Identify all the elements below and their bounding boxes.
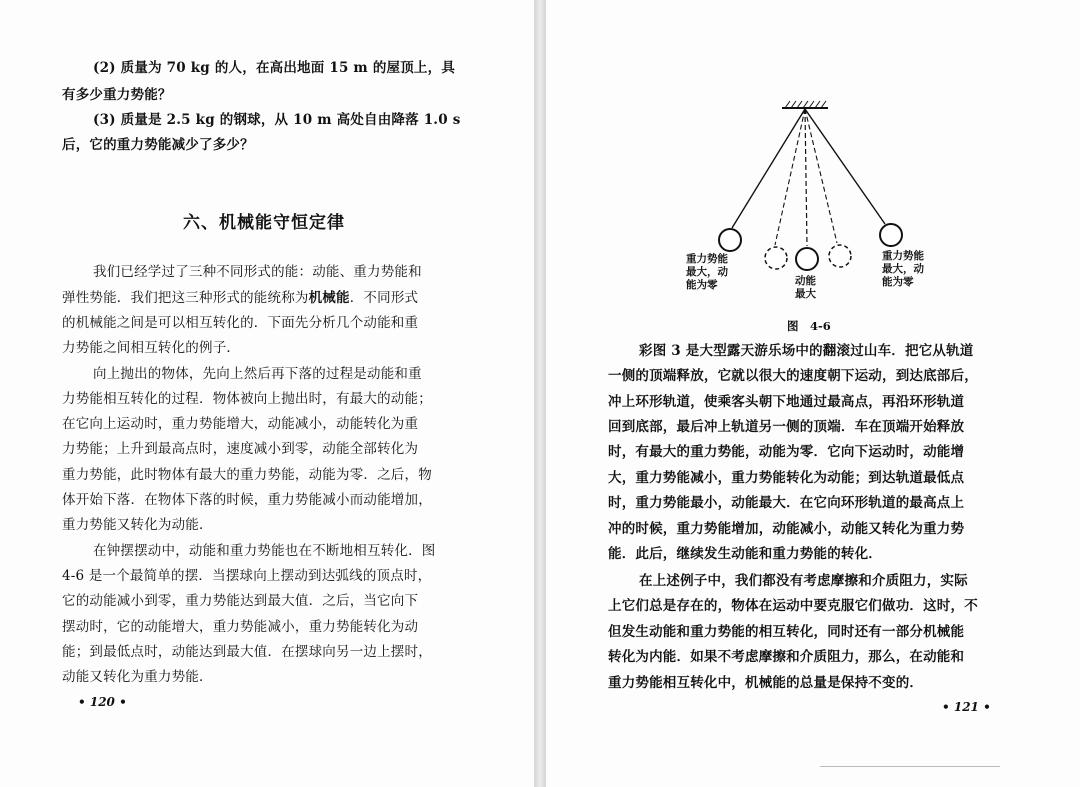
body-line: 力势能相互转化的过程．物体被向上抛出时，有最大的动能； — [62, 391, 432, 407]
body-line: 回到底部，最后冲上轨道另一侧的顶端．车在顶端开始释放 — [608, 419, 965, 435]
pendulum-bob-ghost — [829, 245, 851, 267]
body-line: 上它们总是存在的，物体在运动中要克服它们做功．这时，不 — [608, 598, 978, 614]
book-gutter — [534, 0, 546, 787]
page-edge-line — [820, 766, 1000, 767]
body-line: 冲上环形轨道，使乘客头朝下地通过最高点，再沿环形轨道 — [608, 394, 965, 410]
body-line: 时，有最大的重力势能，动能为零．它向下运动时，动能增 — [608, 444, 965, 460]
body-line: 力势能之间相互转化的例子． — [62, 340, 241, 356]
body-line: 冲的时候，重力势能增加，动能减小，动能又转化为重力势 — [608, 521, 965, 537]
ceiling-support — [782, 101, 828, 108]
page-number-left: • 120 • — [78, 695, 127, 709]
pendulum-string-left — [732, 109, 805, 228]
body-line: 彩图 3 是大型露天游乐场中的翻滚过山车．把它从轨道 — [639, 343, 974, 359]
body-line: 大，重力势能减小，重力势能转化为动能；到达轨道最低点 — [608, 470, 965, 486]
body-line: 但发生动能和重力势能的相互转化，同时还有一部分机械能 — [608, 624, 965, 640]
body-line: 在它向上运动时，重力势能增大，动能减小，动能转化为重 — [62, 416, 419, 432]
exercise-line: 有多少重力势能？ — [62, 87, 172, 103]
body-line: 体开始下落．在物体下落的时候，重力势能减小而动能增加， — [62, 492, 432, 508]
figure-label-center: 动能 最大 — [795, 275, 816, 300]
page-number-right: • 121 • — [942, 700, 991, 714]
pendulum-string-right — [805, 109, 885, 224]
body-line: 它的动能减小到零，重力势能达到最大值．之后，当它向下 — [62, 593, 419, 609]
body-line: 的机械能之间是可以相互转化的．下面先分析几个动能和重 — [62, 315, 419, 331]
body-line: 重力势能相互转化中，机械能的总量是保持不变的． — [608, 675, 924, 691]
body-line: 重力势能又转化为动能． — [62, 517, 213, 533]
pendulum-bob-center — [796, 248, 818, 270]
exercise-line: (2) 质量为 70 kg 的人，在高出地面 15 m 的屋顶上，具 — [93, 60, 456, 76]
pendulum-bob-ghost — [765, 247, 787, 269]
pendulum-string-dashed — [805, 109, 837, 243]
pendulum-string-dashed — [775, 109, 805, 245]
pendulum-bob-left — [719, 229, 741, 251]
body-line — [62, 289, 418, 307]
body-line: 重力势能，此时物体有最大的重力势能，动能为零．之后，物 — [62, 467, 432, 483]
body-line: 时，重力势能最小，动能最大．在它向环形轨道的最高点上 — [608, 495, 965, 511]
exercise-line: 后，它的重力势能减少了多少？ — [62, 137, 254, 153]
body-line: 向上抛出的物体，先向上然后再下落的过程是动能和重 — [93, 366, 422, 382]
pendulum-string-center — [805, 109, 807, 246]
body-text: 弹性势能．我们把这三种形式的能统称为 — [62, 290, 309, 306]
body-line: 摆动时，它的动能增大，重力势能减小，重力势能转化为动 — [62, 619, 419, 635]
body-line: 一侧的顶端释放，它就以很大的速度朝下运动，到达底部后， — [608, 368, 978, 384]
exercise-line: (3) 质量是 2.5 kg 的钢球，从 10 m 高处自由降落 1.0 s — [93, 112, 461, 128]
figure-caption: 图 4-6 — [787, 319, 831, 333]
body-text: ．不同形式 — [349, 290, 419, 306]
figure-label-left: 重力势能 最大，动 能为零 — [686, 253, 728, 291]
pendulum-bob-right — [880, 224, 902, 246]
body-line: 转化为内能．如果不考虑摩擦和介质阻力，那么，在动能和 — [608, 649, 965, 665]
body-line: 我们已经学过了三种不同形式的能：动能、重力势能和 — [93, 264, 422, 280]
body-line: 能；到最低点时，动能达到最大值．在摆球向另一边上摆时， — [62, 644, 432, 660]
body-line: 在钟摆摆动中，动能和重力势能也在不断地相互转化．图 — [93, 543, 436, 559]
section-heading: 六、机械能守恒定律 — [183, 213, 345, 233]
body-line: 在上述例子中，我们都没有考虑摩擦和介质阻力，实际 — [639, 573, 968, 589]
key-term: 机械能 — [308, 290, 350, 306]
body-line: 力势能；上升到最高点时，速度减小到零，动能全部转化为 — [62, 441, 419, 457]
figure-label-right: 重力势能 最大，动 能为零 — [882, 250, 924, 288]
body-line: 4-6 是一个最简单的摆．当摆球向上摆动到达弧线的顶点时， — [62, 568, 432, 584]
body-line: 动能又转化为重力势能． — [62, 669, 213, 685]
body-line: 能．此后，继续发生动能和重力势能的转化． — [608, 546, 882, 562]
